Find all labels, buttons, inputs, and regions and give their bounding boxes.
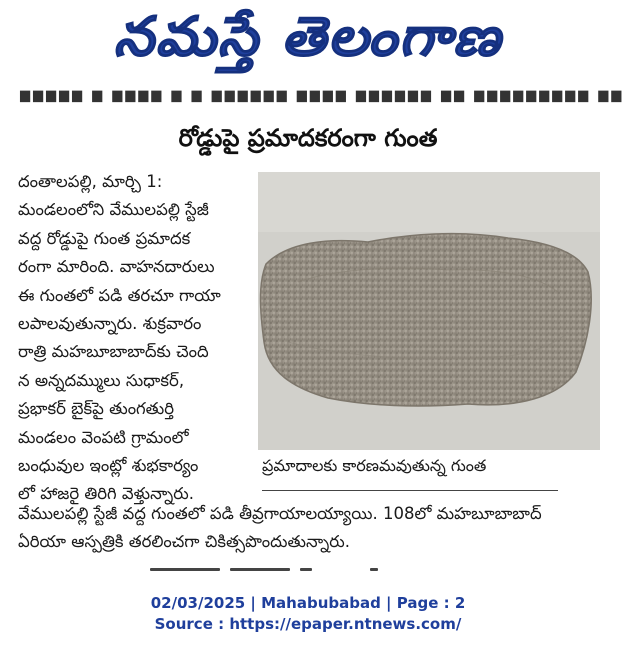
- body-line: రంగా మారింది. వాహనదారులు: [18, 257, 215, 277]
- body-line: దంతాలపల్లి, మార్చి 1:: [18, 172, 163, 191]
- body-line: బంధువుల ఇంట్లో శుభకార్యం: [18, 456, 199, 476]
- body-line: లపాలవుతున్నారు. శుక్రవారం: [18, 314, 202, 334]
- article-body-column: [18, 168, 250, 509]
- source-link: Source : https://epaper.ntnews.com/: [154, 615, 462, 633]
- newspaper-title: నమస్తే తెలంగాణ: [113, 4, 503, 68]
- body-line: లో హాజరై తిరిగి వెళ్తున్నారు.: [18, 484, 194, 504]
- body-line-full-width: ఏరియా ఆస్పత్రికి తరలించగా చికిత్సపొందుతున్నారు.: [18, 532, 350, 551]
- body-line: ప్రభాకర్ బైక్‌పై తుంగతుర్తి: [18, 399, 175, 419]
- cutoff-text-line: ▆▆▆▆▆ ▆ ▆▆▆▆ ▆ ▆ ▆▆▆▆▆▆ ▆▆▆▆ ▆▆▆▆▆▆ ▆▆ ▆▆▆▆▆▆▆▆▆ ▆▆: [20, 88, 624, 103]
- masthead: [0, 0, 616, 86]
- body-line: మండలంలోని వేములపల్లి స్టేజీ: [18, 200, 209, 220]
- body-line-full-width: వేములపల్లి స్టేజీ వద్ద గుంతలో పడి తీవ్రగాయాలయ్యాయి. 108లో మహబూబాబాద్: [18, 504, 542, 523]
- caption-divider: [262, 490, 558, 491]
- body-line: ఈ గుంతలో పడి తరచూ గాయా: [18, 285, 221, 305]
- edition-info: 02/03/2025 | Mahabubabad | Page : 2: [150, 594, 466, 612]
- pothole-photo: [258, 172, 600, 450]
- cutoff-next-headline: [140, 566, 400, 574]
- photo-caption: ప్రమాదాలకు కారణమవుతున్న గుంత: [262, 456, 487, 475]
- body-line: మండలం వెంపటి గ్రామంలో: [18, 427, 189, 447]
- body-line: రాత్రి మహబూబాబాద్‌కు చెంది: [18, 342, 209, 362]
- body-line: వద్ద రోడ్డుపై గుంత ప్రమాదక: [18, 228, 191, 248]
- article-headline: రోడ్డుపై ప్రమాదకరంగా గుంత: [178, 124, 438, 152]
- body-line: న అన్నదమ్ములు సుధాకర్,: [18, 370, 185, 390]
